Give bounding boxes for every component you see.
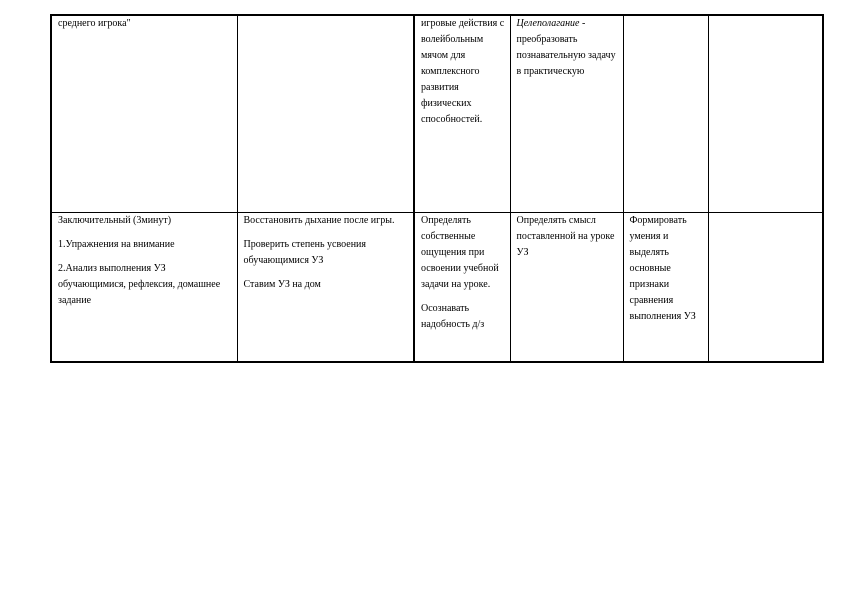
cell-text-rest: - преобразовать познавательную задачу в практическую: [516, 18, 616, 77]
table-cell: [237, 213, 414, 363]
cell-text: Восстановить дыхание после игры.: [243, 215, 395, 226]
table-cell: [237, 15, 414, 213]
table-cell: [623, 213, 708, 363]
cell-text: игровые действия с волейбольным мячом для комплексного развития физических способностей.: [421, 18, 505, 125]
cell-text: Осознавать надобность д/з: [421, 303, 485, 330]
table-cell: [414, 213, 510, 363]
stage-title: Заключительный (3минут): [58, 215, 172, 226]
cell-text: среднего игрока": [58, 18, 131, 29]
cell-text: [517, 16, 619, 80]
cell-text: Формировать умения и выделять основные признаки сравнения выполнения УЗ: [629, 215, 696, 322]
table-cell: [510, 213, 623, 363]
table-cell: [623, 15, 708, 213]
lesson-plan-table: [50, 14, 824, 363]
table-cell: [708, 213, 823, 363]
cell-text: 1.Упражнения на внимание: [58, 239, 175, 250]
cell-text: Ставим УЗ на дом: [243, 279, 321, 290]
table-cell: [51, 213, 237, 363]
table-row: [51, 213, 823, 363]
table-row: [51, 15, 823, 213]
cell-text: 2.Анализ выполнения УЗ обучающимися, рефлексия, домашнее задание: [58, 263, 221, 306]
table-cell: [708, 15, 823, 213]
table-cell: [414, 15, 510, 213]
table-cell: [510, 15, 623, 213]
cell-text: Проверить степень усвоения обучающимися УЗ: [243, 239, 367, 266]
cell-text: Определять собственные ощущения при освоении учебной задачи на уроке.: [421, 215, 499, 290]
emphasis-text: Целеполагание: [516, 18, 580, 29]
cell-text: Определять смысл поставленной на уроке УЗ: [516, 215, 615, 258]
table-cell: [51, 15, 237, 213]
